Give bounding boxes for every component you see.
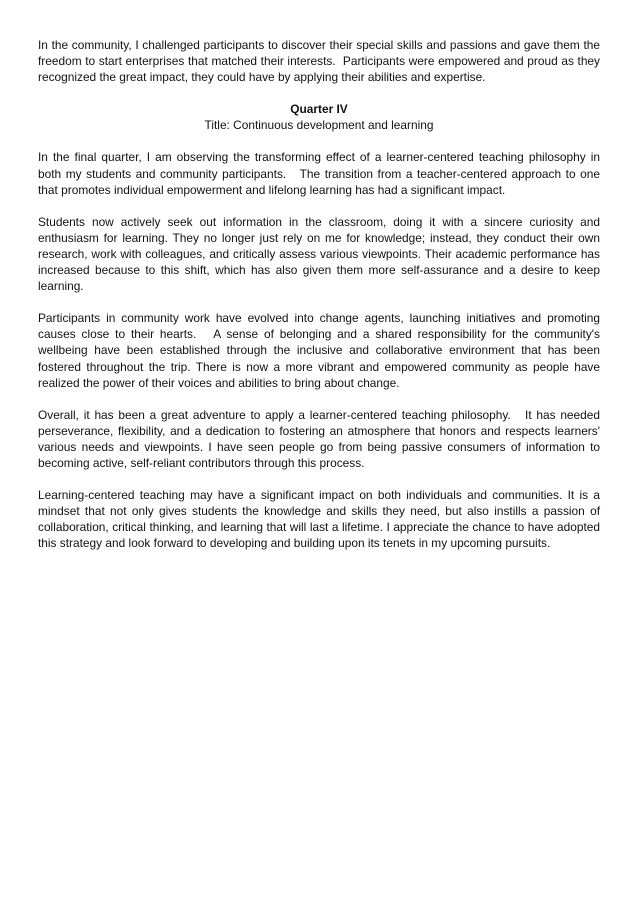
section-heading: Quarter IV [290,102,348,117]
body-paragraph: Overall, it has been a great adventure to apply a learner-centered teaching philosophy. It has needed perseverance, flexibility, and a dedication to fostering an atmosphere that honors and respects learners' various needs and viewpoints. I have seen people go from being passive consumers of information to becoming active, self-reliant contributors through this process. [38,407,604,470]
section-title: Title: Continuous development and learning [204,118,434,133]
body-paragraph: Students now actively seek out information in the classroom, doing it with a sincere curiosity and enthusiasm for learning. They no longer just rely on me for knowledge; instead, they conduct their own research, work with colleagues, and critically assess various viewpoints. Their academic performance has increased because to this shift, which has also given them more self-assurance and a desire to keep learning. [38,214,604,294]
body-paragraph: Participants in community work have evolved into change agents, launching initiatives and promoting causes close to their hearts. A sense of belonging and a shared responsibility for the community's wellbeing have been established through the inclusive and collaborative environment that has been fostered throughout the trip. There is now a more vibrant and empowered community as people have realized the power of their voices and abilities to bring about change. [38,311,604,390]
body-paragraph: In the final quarter, I am observing the transforming effect of a learner-centered teaching philosophy in both my students and community participants. The transition from a teacher-centered approach to one that promotes individual empowerment and lifelong learning has had a significant impact. [38,150,604,197]
section-heading-block [38,101,600,133]
body-paragraph: Learning-centered teaching may have a significant impact on both individuals and communities. It is a mindset that not only gives students the knowledge and skills they need, but also instills a passion of collaboration, critical thinking, and learning that will last a lifetime. I appreciate the chance to have adopted this strategy and look forward to developing and building upon its tenets in my upcoming pursuits. [38,488,604,551]
intro-paragraph: In the community, I challenged participants to discover their special skills and passions and gave them the freedom to start enterprises that matched their interests. Participants were empowered and proud as they recognized the great impact, they could have by applying their abilities and expertise. [38,38,604,85]
document-page [38,37,604,567]
